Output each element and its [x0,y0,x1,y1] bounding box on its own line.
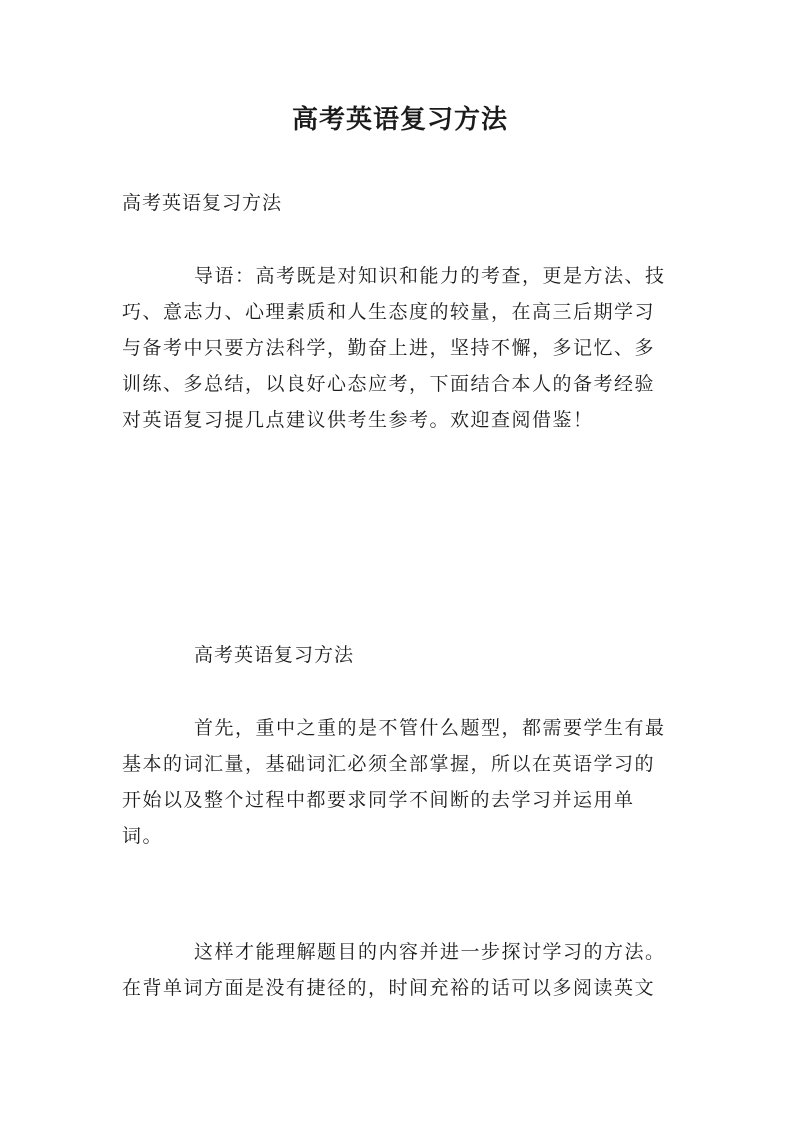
body-paragraph-2 [122,934,702,1006]
body-paragraph-1 [122,710,702,854]
paragraph-line: 基本的词汇量，基础词汇必须全部掌握，所以在英语学习的 [122,753,656,775]
intro-line: 与备考中只要方法科学，勤奋上进，坚持不懈，多记忆、多 [122,337,656,359]
intro-line: 巧、意志力、心理素质和人生态度的较量，在高三后期学习 [122,301,656,323]
document-title: 高考英语复习方法 [291,105,508,135]
paragraph-line: 首先，重中之重的是不管什么题型，都需要学生有最 [194,717,666,739]
intro-line: 导语：高考既是对知识和能力的考查，更是方法、技 [194,265,666,287]
paragraph-line: 词。 [122,825,164,847]
section-heading: 高考英语复习方法 [194,644,355,666]
paragraph-line: 开始以及整个过程中都要求同学不间断的去学习并运用单 [122,789,635,811]
intro-line: 训练、多总结，以良好心态应考，下面结合本人的备考经验 [122,373,656,395]
intro-paragraph [122,258,702,438]
paragraph-line: 在背单词方面是没有捷径的，时间充裕的话可以多阅读英文 [122,977,656,999]
intro-line: 对英语复习提几点建议供考生参考。欢迎查阅借鉴！ [122,409,594,431]
paragraph-line: 这样才能理解题目的内容并进一步探讨学习的方法。 [194,941,666,963]
document-subtitle: 高考英语复习方法 [122,192,283,214]
